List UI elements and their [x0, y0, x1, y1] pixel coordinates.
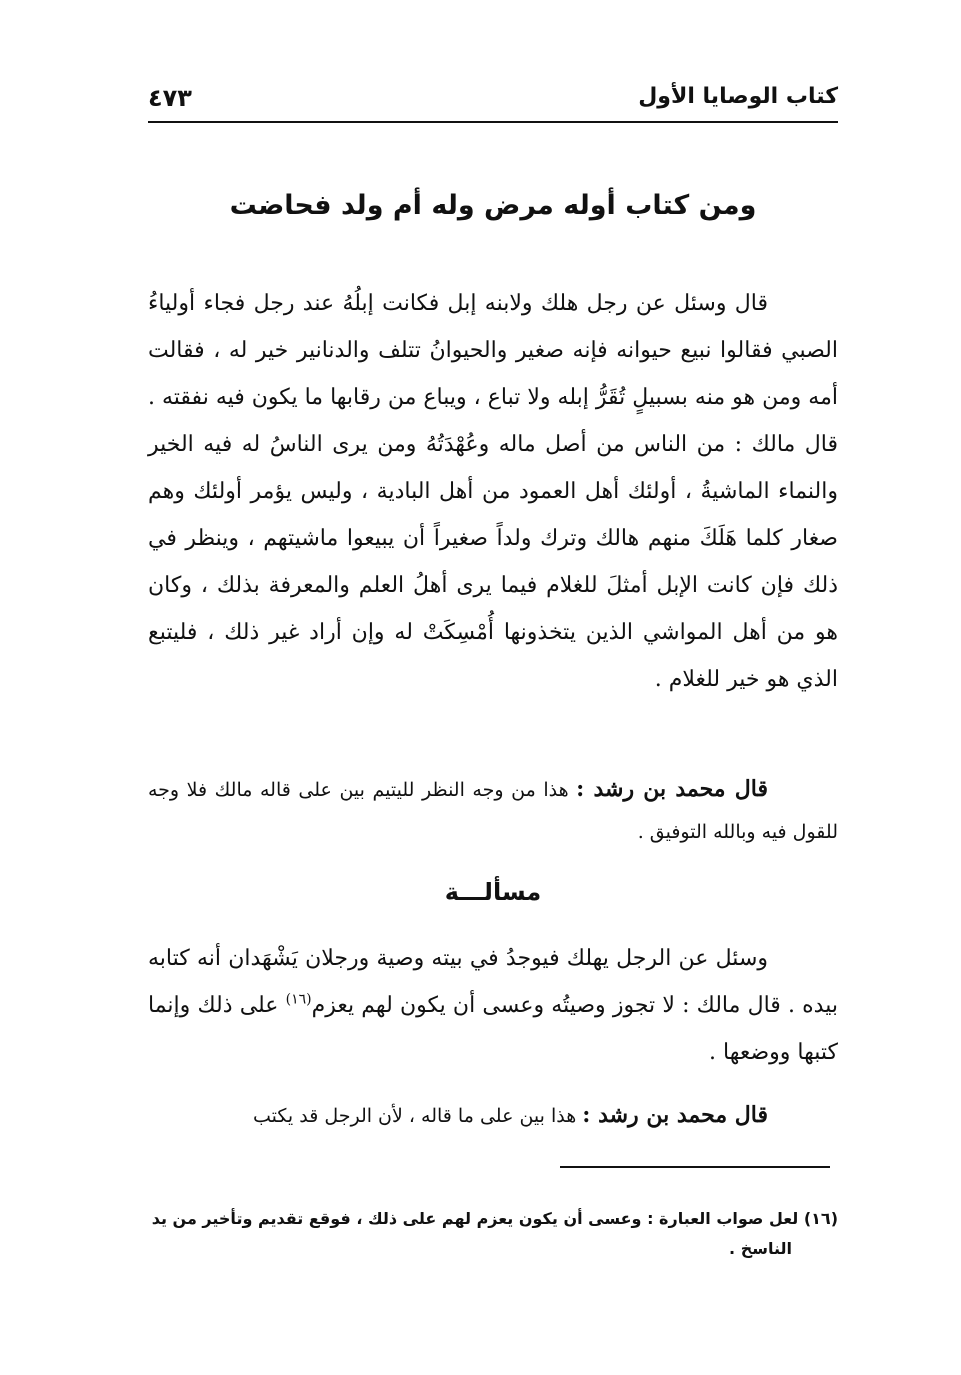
footnote — [148, 1204, 838, 1264]
paragraph-2-text-end: على ذلك وإنما كتبها ووضعها . — [148, 993, 838, 1065]
footnote-continuation: الناسخ . — [729, 1239, 792, 1258]
paragraph-2 — [148, 935, 838, 1076]
header-rule — [148, 121, 838, 123]
commentary-1 — [148, 768, 838, 853]
running-header — [148, 84, 838, 120]
page-number: ٤٧٣ — [148, 84, 192, 112]
masala-title: مسألـــة — [444, 878, 542, 906]
footnote-text: لعل صواب العبارة : وعسى أن يكون يعزم لهم على ذلك ، فوقع تقديم وتأخير من يد — [151, 1209, 799, 1228]
commentary-text: هذا بين على ما قاله ، لأن الرجل قد يكتب — [253, 1105, 577, 1127]
section-title: ومن كتاب أوله مرض وله أم ولد فحاضت — [229, 190, 757, 221]
paragraph-2-text: وسئل عن الرجل يهلك فيوجدُ في بيته وصية ورجلان يَشْهَدان أنه كتابه بيده . قال مالك : لا تجوز وصيتُه وعسى أن يكون لهم يعزم — [148, 946, 838, 1018]
commentary-text: هذا من وجه النظر لليتيم بين على قاله مالك فلا وجه للقول فيه وبالله التوفيق . — [148, 779, 838, 843]
footnote-reference: (١٦) — [285, 991, 312, 1008]
running-title: كتاب الوصايا الأول — [638, 84, 838, 109]
commentary-2 — [148, 1094, 838, 1137]
footnote-number: (١٦) — [803, 1209, 838, 1228]
commentary-speaker: قال محمد بن رشد : — [582, 1102, 768, 1128]
commentary-speaker: قال محمد بن رشد : — [576, 776, 768, 802]
footnote-rule — [560, 1166, 830, 1168]
paragraph-1: قال وسئل عن رجل هلك ولابنه إبل فكانت إبلُهُ عند رجل فجاء أولياءُ الصبي فقالوا نبيع حيوانه فإنه صغير والحيوانُ تتلف والدنانير خير له ، فقالت أمه ومن هو منه بسبيلٍ تُقَرُّ إبله ولا تباع ، ويباع من رقابها ما يكون فيه نفقته . قال مالك : من الناس من أصل ماله وعُهْدَتُهُ ومن يرى الناسُ له فيه الخير والنماء الماشيةُ ، أولئك أهل العمود من أهل البادية ، وليس يؤمر أولئك وهم صغار كلما هَلَكَ منهم هالك وترك ولداً صغيراً أن يبيعوا ماشيتهم ، وينظر في ذلك فإن كانت الإبل أمثلَ للغلام فيما يرى أهلُ العلم والمعرفة بذلك ، وكان هو من أهل المواشي الذين يتخذونها أُمْسِكَتْ له وإن أراد غير ذلك ، فليتبع الذي هو خير للغلام . — [148, 291, 838, 692]
